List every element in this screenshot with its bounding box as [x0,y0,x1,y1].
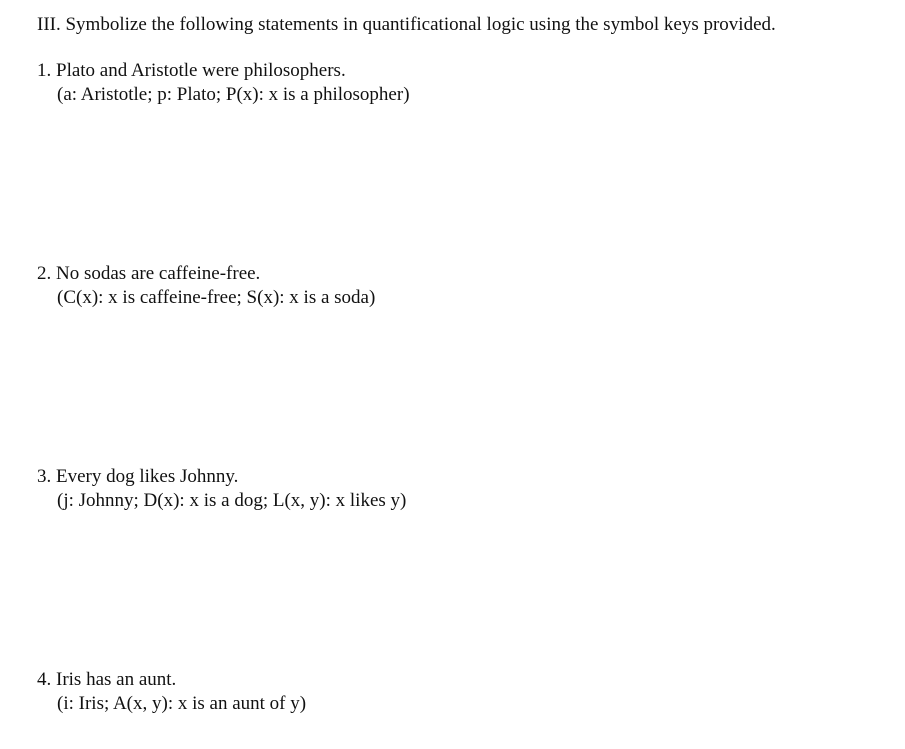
question-2-symbol-key: (C(x): x is caffeine-free; S(x): x is a soda) [57,287,376,308]
question-1-statement: 1. Plato and Aristotle were philosophers. [37,60,346,81]
question-1-symbol-key: (a: Aristotle; p: Plato; P(x): x is a philosopher) [57,84,410,105]
question-4 [37,668,306,716]
question-4-statement: 4. Iris has an aunt. [37,669,177,690]
section-heading: III. Symbolize the following statements in quantificational logic using the symbol keys provided. [37,14,776,35]
question-3-statement: 3. Every dog likes Johnny. [37,466,239,487]
question-1 [37,59,410,107]
question-2-statement: 2. No sodas are caffeine-free. [37,263,261,284]
question-3 [37,465,406,513]
question-2 [37,262,375,310]
question-3-symbol-key: (j: Johnny; D(x): x is a dog; L(x, y): x likes y) [57,490,407,511]
question-4-symbol-key: (i: Iris; A(x, y): x is an aunt of y) [57,693,307,714]
